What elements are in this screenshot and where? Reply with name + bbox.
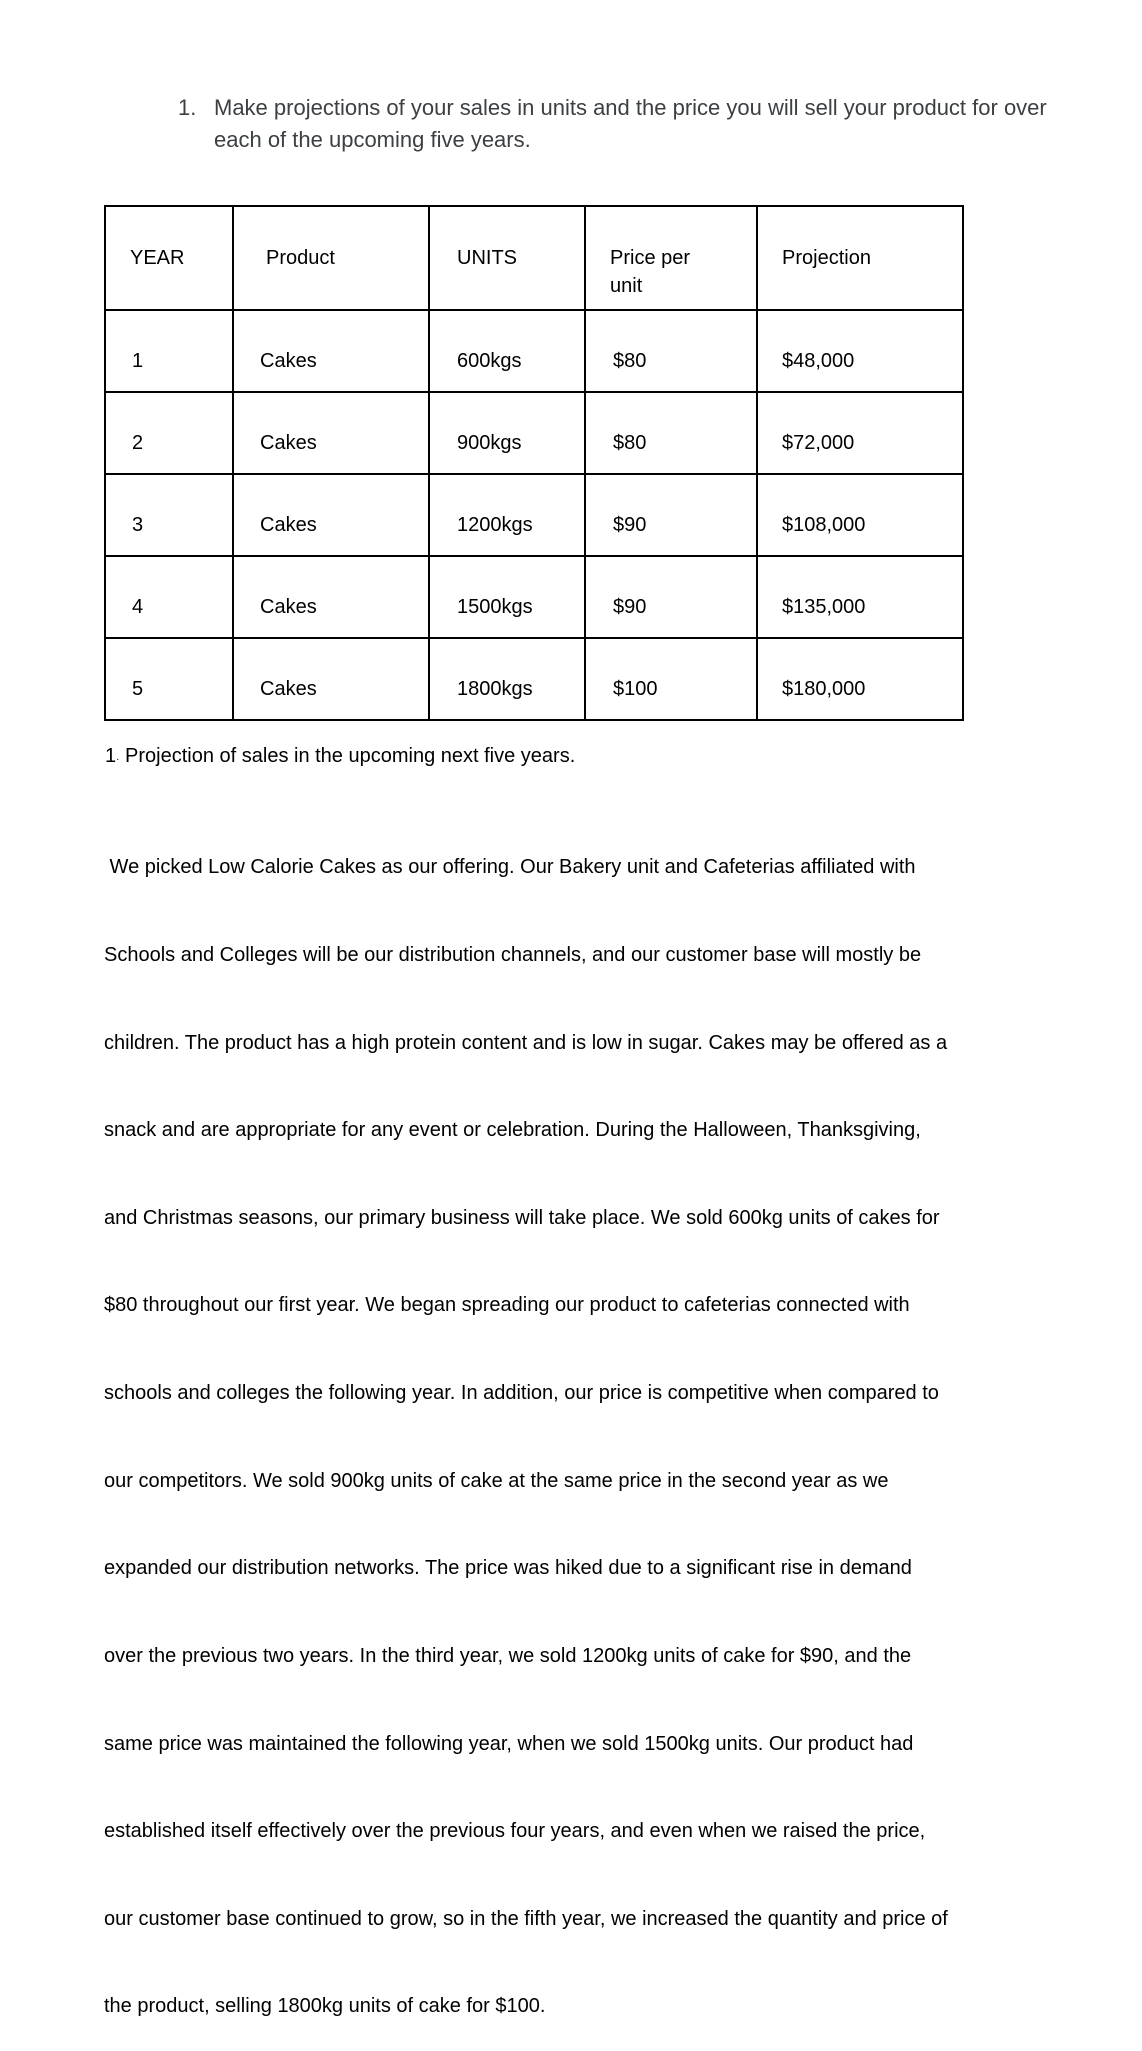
table-caption (105, 742, 575, 770)
paragraph-line: children. The product has a high protein content and is low in sugar. Cakes may be offered as a (104, 1031, 948, 1054)
table-row (105, 638, 963, 720)
caption-number: 1 (105, 745, 117, 767)
table-row (105, 392, 963, 474)
cell-price: $90 (585, 556, 757, 638)
caption-text: Projection of sales in the upcoming next five years. (119, 745, 576, 767)
cell-price: $100 (585, 638, 757, 720)
table-row (105, 310, 963, 392)
list-number: 1. (178, 95, 197, 120)
paragraph-line: $80 throughout our first year. We began spreading our product to cafeterias connected with (104, 1294, 910, 1317)
cell-units: 600kgs (429, 310, 585, 392)
paragraph-line: our competitors. We sold 900kg units of cake at the same price in the second year as we (104, 1469, 889, 1492)
cell-projection: $48,000 (757, 310, 963, 392)
cell-year: 4 (105, 556, 233, 638)
table-row (105, 474, 963, 556)
header-product: Product (233, 206, 429, 310)
cell-year: 5 (105, 638, 233, 720)
cell-units: 1200kgs (429, 474, 585, 556)
cell-units: 1500kgs (429, 556, 585, 638)
body-paragraph (104, 795, 948, 2051)
table-header-row (105, 206, 963, 310)
cell-projection: $72,000 (757, 392, 963, 474)
projection-table (104, 205, 964, 721)
paragraph-line: the product, selling 1800kg units of cake for $100. (104, 1995, 546, 2018)
cell-price: $90 (585, 474, 757, 556)
paragraph-line: schools and colleges the following year. In addition, our price is competitive when compared to (104, 1382, 939, 1405)
cell-price: $80 (585, 392, 757, 474)
header-units: UNITS (429, 206, 585, 310)
cell-units: 900kgs (429, 392, 585, 474)
cell-price: $80 (585, 310, 757, 392)
cell-projection: $108,000 (757, 474, 963, 556)
paragraph-line: Schools and Colleges will be our distribution channels, and our customer base will mostly be (104, 944, 922, 967)
cell-year: 1 (105, 310, 233, 392)
cell-product: Cakes (233, 556, 429, 638)
header-year: YEAR (105, 206, 233, 310)
paragraph-line: snack and are appropriate for any event or celebration. During the Halloween, Thanksgiving, (104, 1119, 921, 1142)
paragraph-line: We picked Low Calorie Cakes as our offering. Our Bakery unit and Cafeterias affiliated with (104, 856, 916, 879)
cell-projection: $180,000 (757, 638, 963, 720)
paragraph-line: and Christmas seasons, our primary business will take place. We sold 600kg units of cakes for (104, 1206, 940, 1229)
caption-dot: · (116, 754, 120, 765)
cell-projection: $135,000 (757, 556, 963, 638)
cell-product: Cakes (233, 474, 429, 556)
cell-product: Cakes (233, 638, 429, 720)
header-projection: Projection (757, 206, 963, 310)
cell-year: 3 (105, 474, 233, 556)
paragraph-line: same price was maintained the following year, when we sold 1500kg units. Our product had (104, 1732, 914, 1755)
table-row (105, 556, 963, 638)
cell-product: Cakes (233, 310, 429, 392)
cell-units: 1800kgs (429, 638, 585, 720)
paragraph-line: over the previous two years. In the third year, we sold 1200kg units of cake for $90, and the (104, 1644, 912, 1667)
cell-product: Cakes (233, 392, 429, 474)
header-price-per-unit: Price per unit (585, 206, 757, 310)
paragraph-line: expanded our distribution networks. The price was hiked due to a significant rise in demand (104, 1557, 912, 1580)
cell-year: 2 (105, 392, 233, 474)
question-text: Make projections of your sales in units and the price you will sell your product for over each of the upcoming five years. (214, 95, 1047, 152)
paragraph-line: established itself effectively over the previous four years, and even when we raised the price, (104, 1820, 926, 1843)
paragraph-line: our customer base continued to grow, so in the fifth year, we increased the quantity and price of (104, 1907, 948, 1930)
